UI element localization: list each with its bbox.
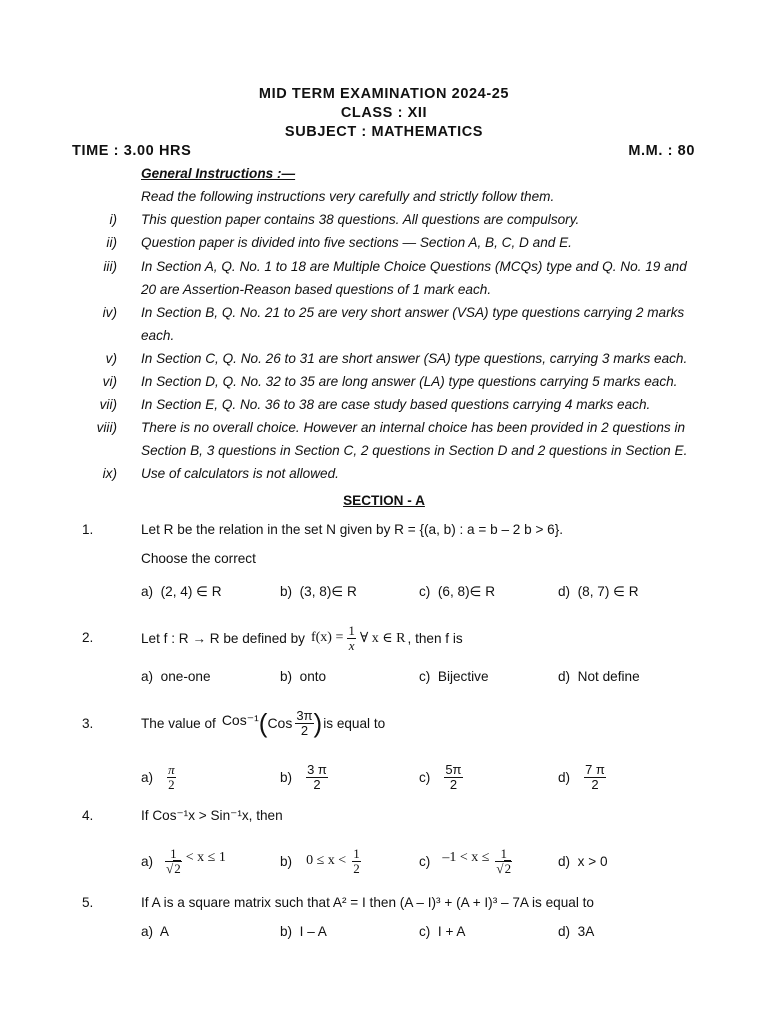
class-label: CLASS : XII (340, 105, 428, 121)
option-d: d) 3A (558, 924, 595, 939)
option-c: c) $\frac{5\pi}{2}$ (419, 761, 462, 792)
option-a: a) A (141, 924, 169, 939)
instruction-number: vi) (102, 374, 117, 389)
question-number: 4. (82, 808, 94, 823)
option-d: d) x > 0 (558, 854, 608, 869)
instruction-number: iii) (103, 259, 117, 274)
option-d: d) Not define (558, 669, 640, 684)
option-b: b) I – A (280, 924, 327, 939)
instruction-text: In Section D, Q. No. 32 to 35 are long answer (LA) type questions carrying 5 marks each. (141, 374, 678, 389)
option-b: b) 0 ≤ x < $\frac{1}{2}$ (280, 845, 360, 876)
instruction-text: Section B, 3 questions in Section C, 2 questions in Section D and 2 questions in Section E. (141, 443, 688, 458)
fraction: $\frac{3\pi}{2}$ (296, 707, 313, 738)
option-d: d) (8, 7) ∈ R (558, 584, 639, 599)
option-c: c) –1 < x ≤ $\frac{1}{√2}$ (419, 845, 512, 876)
subject-label: SUBJECT : MATHEMATICS (284, 124, 484, 140)
question-number: 2. (82, 630, 94, 645)
question-text: The value of Cos⁻¹ ( Cos $\frac{3\pi}{2}$ ) is equal to (141, 707, 386, 738)
instruction-number: v) (105, 351, 117, 366)
max-marks-label: M.M. : 80 (628, 143, 695, 159)
option-a: a) $\frac{1}{√2}$ < x ≤ 1 (141, 845, 226, 876)
instruction-text: This question paper contains 38 questions. All questions are compulsory. (141, 212, 580, 227)
instruction-text: There is no overall choice. However an internal choice has been provided in 2 questions in (141, 420, 686, 435)
option-d: d) $\frac{7 \pi}{2}$ (558, 761, 605, 792)
instruction-text: In Section C, Q. No. 26 to 31 are short answer (SA) type questions, carrying 3 marks each. (141, 351, 688, 366)
instruction-text: In Section A, Q. No. 1 to 18 are Multiple Choice Questions (MCQs) type and Q. No. 19 and (141, 259, 687, 274)
question-text: Let R be the relation in the set N given by R = {(a, b) : a = b – 2 b > 6}. (141, 522, 564, 537)
option-c: c) (6, 8)∈ R (419, 584, 496, 599)
option-a: a) $\frac{\pi}{2}$ (141, 761, 175, 792)
instruction-number: vii) (99, 397, 117, 412)
instruction-text: Use of calculators is not allowed. (141, 466, 339, 481)
option-c: c) I + A (419, 924, 466, 939)
exam-title: MID TERM EXAMINATION 2024-25 (258, 86, 510, 102)
instruction-number: ix) (102, 466, 117, 481)
section-a-title: SECTION - A (343, 493, 425, 508)
instruction-number: iv) (102, 305, 117, 320)
instructions-title: General Instructions :— (141, 166, 296, 181)
instruction-text: each. (141, 328, 175, 343)
question-text: If A is a square matrix such that A² = I then (A – I)³ + (A + I)³ – 7A is equal to (141, 895, 594, 910)
instruction-text: In Section B, Q. No. 21 to 25 are very short answer (VSA) type questions carrying 2 marks (141, 305, 685, 320)
option-b: b) (3, 8)∈ R (280, 584, 357, 599)
instruction-text: Question paper is divided into five sections — Section A, B, C, D and E. (141, 235, 572, 250)
fraction: $\frac{1}{x}$ (348, 622, 355, 653)
question-number: 3. (82, 716, 94, 731)
option-a: a) one-one (141, 669, 211, 684)
instruction-text: In Section E, Q. No. 36 to 38 are case study based questions carrying 4 marks each. (141, 397, 651, 412)
option-c: c) Bijective (419, 669, 489, 684)
question-number: 5. (82, 895, 94, 910)
question-text: Choose the correct (141, 551, 256, 566)
time-label: TIME : 3.00 HRS (72, 143, 192, 159)
option-b: b) onto (280, 669, 327, 684)
instruction-number: viii) (96, 420, 117, 435)
instructions-intro: Read the following instructions very carefully and strictly follow them. (141, 189, 555, 204)
option-a: a) (2, 4) ∈ R (141, 584, 222, 599)
option-b: b) $\frac{3 \pi}{2}$ (280, 761, 327, 792)
question-number: 1. (82, 522, 94, 537)
instruction-text: 20 are Assertion-Reason based questions of 1 mark each. (141, 282, 492, 297)
question-text: If Cos⁻¹x > Sin⁻¹x, then (141, 808, 283, 823)
instruction-number: ii) (106, 235, 117, 250)
question-text: Let f : R → R be defined by f(x) = $\frac{1}{x}$ ∀ x ∈ R , then f is (141, 622, 463, 653)
instruction-number: i) (109, 212, 117, 227)
